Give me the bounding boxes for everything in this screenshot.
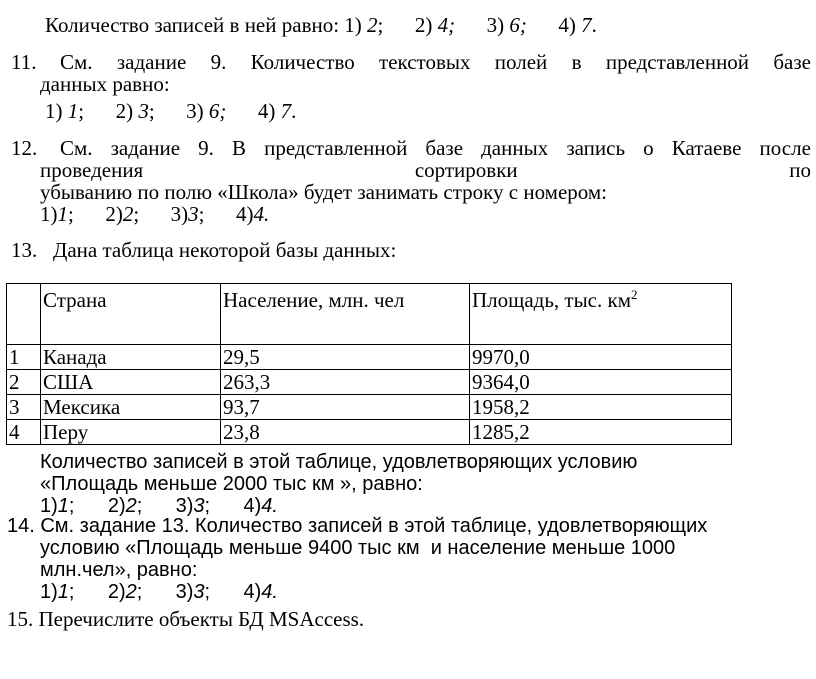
q15-text: 15. Перечислите объекты БД MSAccess.: [7, 607, 365, 631]
q10-prefix: Количество записей в ней равно: 1): [45, 13, 368, 37]
q13-answer-3: 3: [193, 495, 205, 517]
table-cell: 3: [7, 395, 41, 420]
q12-word: сортировки: [414, 158, 518, 182]
q12-sep-2: ; 3): [133, 202, 189, 226]
header-area-superscript: 2: [631, 287, 638, 302]
q13-sep-1: ; 2): [68, 495, 126, 517]
q14-answer-4: 4.: [261, 581, 278, 603]
table-row: [7, 395, 732, 420]
table-cell: 1958,2: [470, 395, 732, 420]
q12-line2: [40, 158, 811, 182]
table-row: [7, 420, 732, 445]
q12-word: Катаеве: [671, 136, 742, 160]
q11-word: представленной: [605, 50, 750, 74]
q10-sep-2: 3): [455, 13, 510, 37]
q13-after-line1: Количество записей в этой таблице, удовлетворяющих условию: [40, 451, 638, 473]
q12-word: См.: [60, 136, 93, 160]
q12-line1: [60, 136, 811, 160]
table-cell: 23,8: [221, 420, 470, 445]
q12-number: 12.: [11, 136, 38, 160]
q12-word: 9.: [198, 136, 214, 160]
q12-answer-1: 1: [57, 202, 68, 226]
q12-word: В: [232, 136, 247, 160]
table-cell: 4: [7, 420, 41, 445]
q14-sep-3: ; 4): [204, 581, 262, 603]
q12-answer-4: 4.: [253, 202, 270, 226]
q14-sep-2: ; 3): [136, 581, 194, 603]
q12-word: базе: [425, 136, 464, 160]
q11-answer-4: 7: [280, 99, 292, 123]
q14-answer-2: 2: [125, 581, 137, 603]
q11-word: текстовых: [379, 50, 471, 74]
q14-prefix: 1): [40, 581, 58, 603]
header-cell-population: Население, млн. чел: [221, 284, 470, 345]
q12-word: представленной: [264, 136, 408, 160]
table-cell: 263,3: [221, 370, 470, 395]
q11-sep-2: ; 3): [148, 99, 209, 123]
q12-line3: убыванию по полю «Школа» будет занимать строку с номером:: [40, 180, 608, 204]
q11-word: базе: [773, 50, 811, 74]
q10-answers-line: [45, 13, 597, 37]
table-cell: Канада: [41, 345, 221, 370]
q10-end: .: [591, 13, 597, 37]
q10-answer-3: 6;: [509, 13, 527, 37]
table-cell: 2: [7, 370, 41, 395]
table-cell: 9970,0: [470, 345, 732, 370]
table-row: [7, 370, 732, 395]
q14-line1: 14. См. задание 13. Количество записей в этой таблице, удовлетворяющих: [7, 515, 708, 537]
q12-word: о: [643, 136, 654, 160]
header-cell-index: [7, 284, 41, 345]
q13-title: 13. Дана таблица некоторой базы данных:: [11, 238, 397, 262]
q11-word: Количество: [250, 50, 355, 74]
q13-sep-3: ; 4): [204, 495, 262, 517]
header-cell-area: [470, 284, 732, 345]
table-row: [7, 345, 732, 370]
q14-line2: условию «Площадь меньше 9400 тыс км и население меньше 1000: [40, 537, 676, 559]
header-cell-country: Страна: [41, 284, 221, 345]
q12-word: данных: [481, 136, 549, 160]
database-table: [6, 283, 732, 445]
table-cell: Мексика: [41, 395, 221, 420]
q11-answer-2: 3: [138, 99, 149, 123]
q12-word: проведения: [40, 158, 144, 182]
table-cell: США: [41, 370, 221, 395]
q10-answer-4: 7: [581, 13, 592, 37]
q11-word: 9.: [210, 50, 227, 74]
q11-word: См.: [60, 50, 93, 74]
q12-sep-1: ; 2): [68, 202, 123, 226]
q13-answer-1: 1: [57, 495, 69, 517]
q11-word: полей: [494, 50, 548, 74]
q12-word: после: [759, 136, 811, 160]
table-cell: 1: [7, 345, 41, 370]
q11-answer-3: 6;: [208, 99, 227, 123]
q11-answers-line: [45, 99, 296, 123]
q10-answer-2: 4;: [437, 13, 456, 37]
q12-word: задание: [110, 136, 181, 160]
q14-sep-1: ; 2): [68, 581, 126, 603]
q11-prefix: 1): [45, 99, 68, 123]
q11-end: .: [291, 99, 297, 123]
q11-line2: данных равно:: [40, 72, 170, 96]
table-cell: Перу: [41, 420, 221, 445]
table-cell: 9364,0: [470, 370, 732, 395]
q10-answer-1: 2: [367, 13, 378, 37]
q12-word: запись: [566, 136, 626, 160]
q10-sep-3: 4): [526, 13, 582, 37]
q11-answer-1: 1: [67, 99, 79, 123]
q11-sep-1: ; 2): [78, 99, 139, 123]
q12-answers-line: [40, 202, 269, 226]
q13-sep-2: ; 3): [136, 495, 194, 517]
q12-answer-3: 3: [188, 202, 199, 226]
q13-after-line2: «Площадь меньше 2000 тыс км », равно:: [40, 473, 423, 495]
q11-word: в: [571, 50, 582, 74]
q11-word: задание: [116, 50, 187, 74]
q14-answer-3: 3: [193, 581, 205, 603]
q11-line1: [60, 50, 811, 74]
q12-sep-3: ; 4): [198, 202, 254, 226]
q14-line3: млн.чел», равно:: [40, 559, 198, 581]
q10-sep-1: ; 2): [377, 13, 438, 37]
q11-sep-3: 4): [226, 99, 281, 123]
q14-answer-1: 1: [57, 581, 69, 603]
q11-number: 11.: [11, 50, 37, 74]
table-cell: 29,5: [221, 345, 470, 370]
q13-answer-4: 4.: [261, 495, 278, 517]
header-area-label: Площадь, тыс. км: [472, 288, 631, 312]
table-cell: 1285,2: [470, 420, 732, 445]
table-cell: 93,7: [221, 395, 470, 420]
q13-prefix: 1): [40, 495, 58, 517]
table-header-row: [7, 284, 732, 345]
q12-answer-2: 2: [122, 202, 134, 226]
q14-answers-line: [40, 580, 278, 604]
q12-prefix: 1): [40, 202, 58, 226]
q13-answer-2: 2: [125, 495, 137, 517]
q12-word: по: [789, 158, 811, 182]
